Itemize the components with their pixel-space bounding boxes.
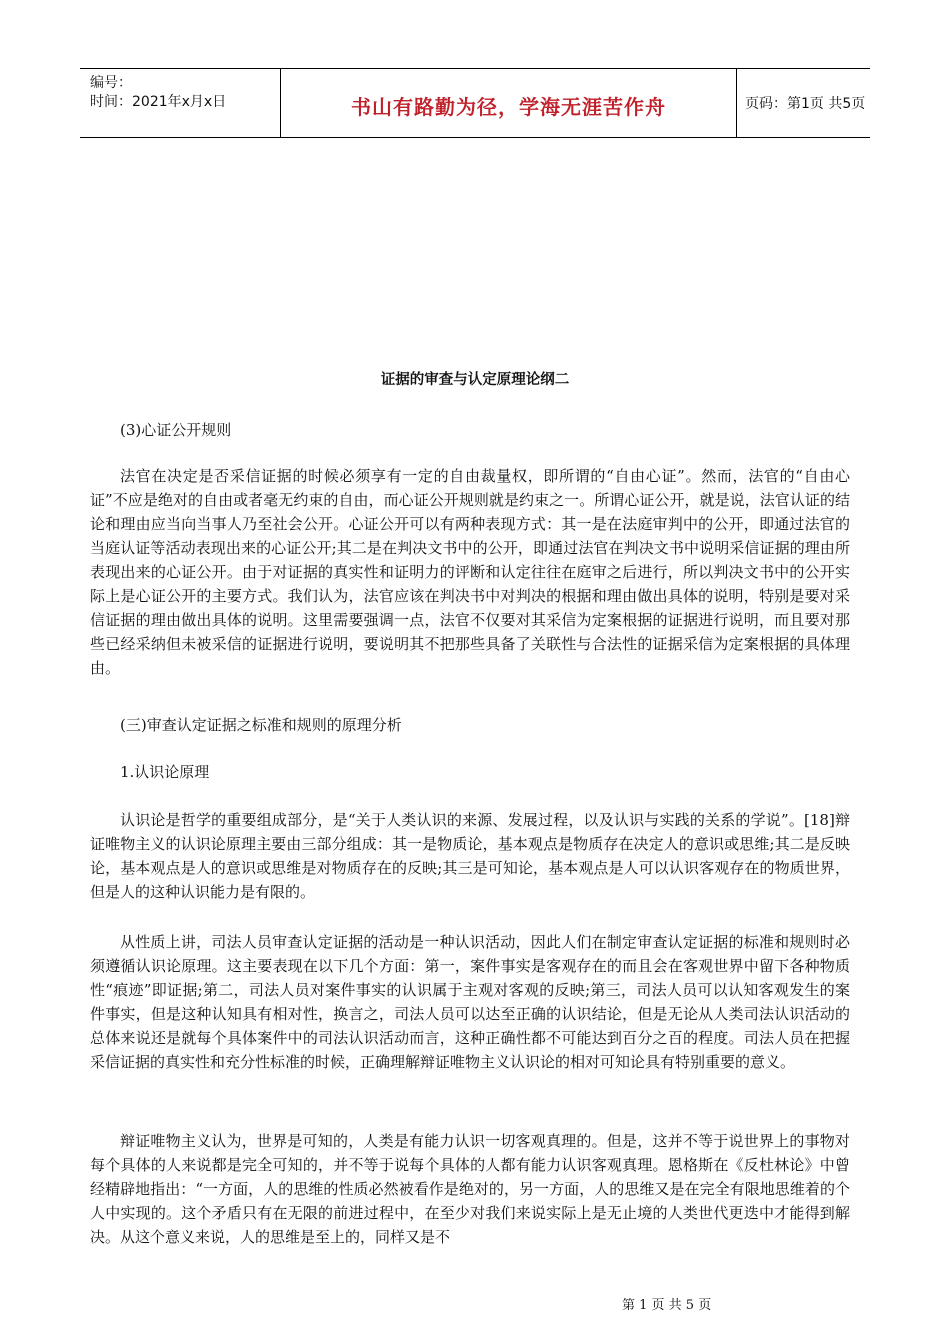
paragraph-1: 法官在决定是否采信证据的时候必须享有一定的自由裁量权，即所谓的“自由心证”。然而，法官的“自由心证”不应是绝对的自由或者毫无约束的自由，而心证公开规则就是约束之一。所谓心证公开，就是说，法官认证的结论和理由应当向当事人乃至社会公开。心证公开可以有两种表现方式：其一是在法庭审判中的公开，即通过法官的当庭认证等活动表现出来的心证公开;其二是在判决文书中的公开，即通过法官在判决文书中说明采信证据的理由所表现出来的心证公开。由于对证据的真实性和证明力的评断和认定往往在庭审之后进行，所以判决文书中的公开实际上是心证公开的主要方式。我们认为，法官应该在判决书中对判决的根据和理由做出具体的说明，特别是要对采信证据的理由做出具体的说明。这里需要强调一点，法官不仅要对其采信为定案根据的证据进行说明，而且要对那些已经采纳但未被采信的证据进行说明，要说明其不把那些具备了关联性与合法性的证据采信为定案根据的具体理由。 (90, 467, 850, 677)
page-header (80, 68, 870, 138)
page-footer: 第 1 页 共 5 页 (622, 1298, 712, 1313)
document-title: 证据的审查与认定原理论纲二 (380, 372, 570, 388)
paragraph-3: 从性质上讲，司法人员审查认定证据的活动是一种认识活动，因此人们在制定审查认定证据的标准和规则时必须遵循认识论原理。这主要表现在以下几个方面：第一，案件事实是客观存在的而且会在客观世界中留下各种物质性“痕迹”即证据;第二，司法人员对案件事实的认识属于主观对客观的反映;第三，司法人员可以认知客观发生的案件事实，但是这种认知具有相对性，换言之，司法人员可以达至正确的认识结论，但是无论从人类司法认识活动的总体来说还是就每个具体案件中的司法认识活动而言，这种正确性都不可能达到百分之百的程度。司法人员在把握采信证据的真实性和充分性标准的时候，正确理解辩证唯物主义认识论的相对可知论具有特别重要的意义。 (90, 933, 850, 1071)
header-meta-cell (80, 69, 280, 137)
header-motto: 书山有路勤为径，学海无涯苦作舟 (351, 95, 666, 119)
document-number-label: 编号： (90, 75, 132, 91)
paragraph-2: 认识论是哲学的重要组成部分，是“关于人类认识的来源、发展过程，以及认识与实践的关系的学说”。[18]辩证唯物主义的认识论原理主要由三部分组成：其一是物质论，基本观点是物质存在决定人的意识或思维;其二是反映论，基本观点是人的意识或思维是对物质存在的反映;其三是可知论，基本观点是人可以认识客观存在的物质世界，但是人的这种认识能力是有限的。 (90, 811, 850, 901)
section-heading-1: 1.认识论原理 (120, 763, 210, 781)
header-page-cell (735, 69, 870, 137)
header-motto-cell (280, 69, 737, 137)
document-time-label: 时间：2021年x月x日 (90, 94, 227, 110)
section-heading-three: (三)审查认定证据之标准和规则的原理分析 (120, 716, 402, 734)
section-heading-3: (3)心证公开规则 (120, 421, 232, 439)
paragraph-4: 辩证唯物主义认为，世界是可知的，人类是有能力认识一切客观真理的。但是，这并不等于说世界上的事物对每个具体的人来说都是完全可知的，并不等于说每个具体的人都有能力认识客观真理。恩格斯在《反杜林论》中曾经精辟地指出：“一方面，人的思维的性质必然被看作是绝对的，另一方面，人的思维又是在完全有限地思维着的个人中实现的。这个矛盾只有在无限的前进过程中，在至少对我们来说实际上是无止境的人类世代更迭中才能得到解决。从这个意义来说，人的思维是至上的，同样又是不 (90, 1132, 850, 1246)
header-page-info: 页码：第1页 共5页 (745, 96, 866, 112)
